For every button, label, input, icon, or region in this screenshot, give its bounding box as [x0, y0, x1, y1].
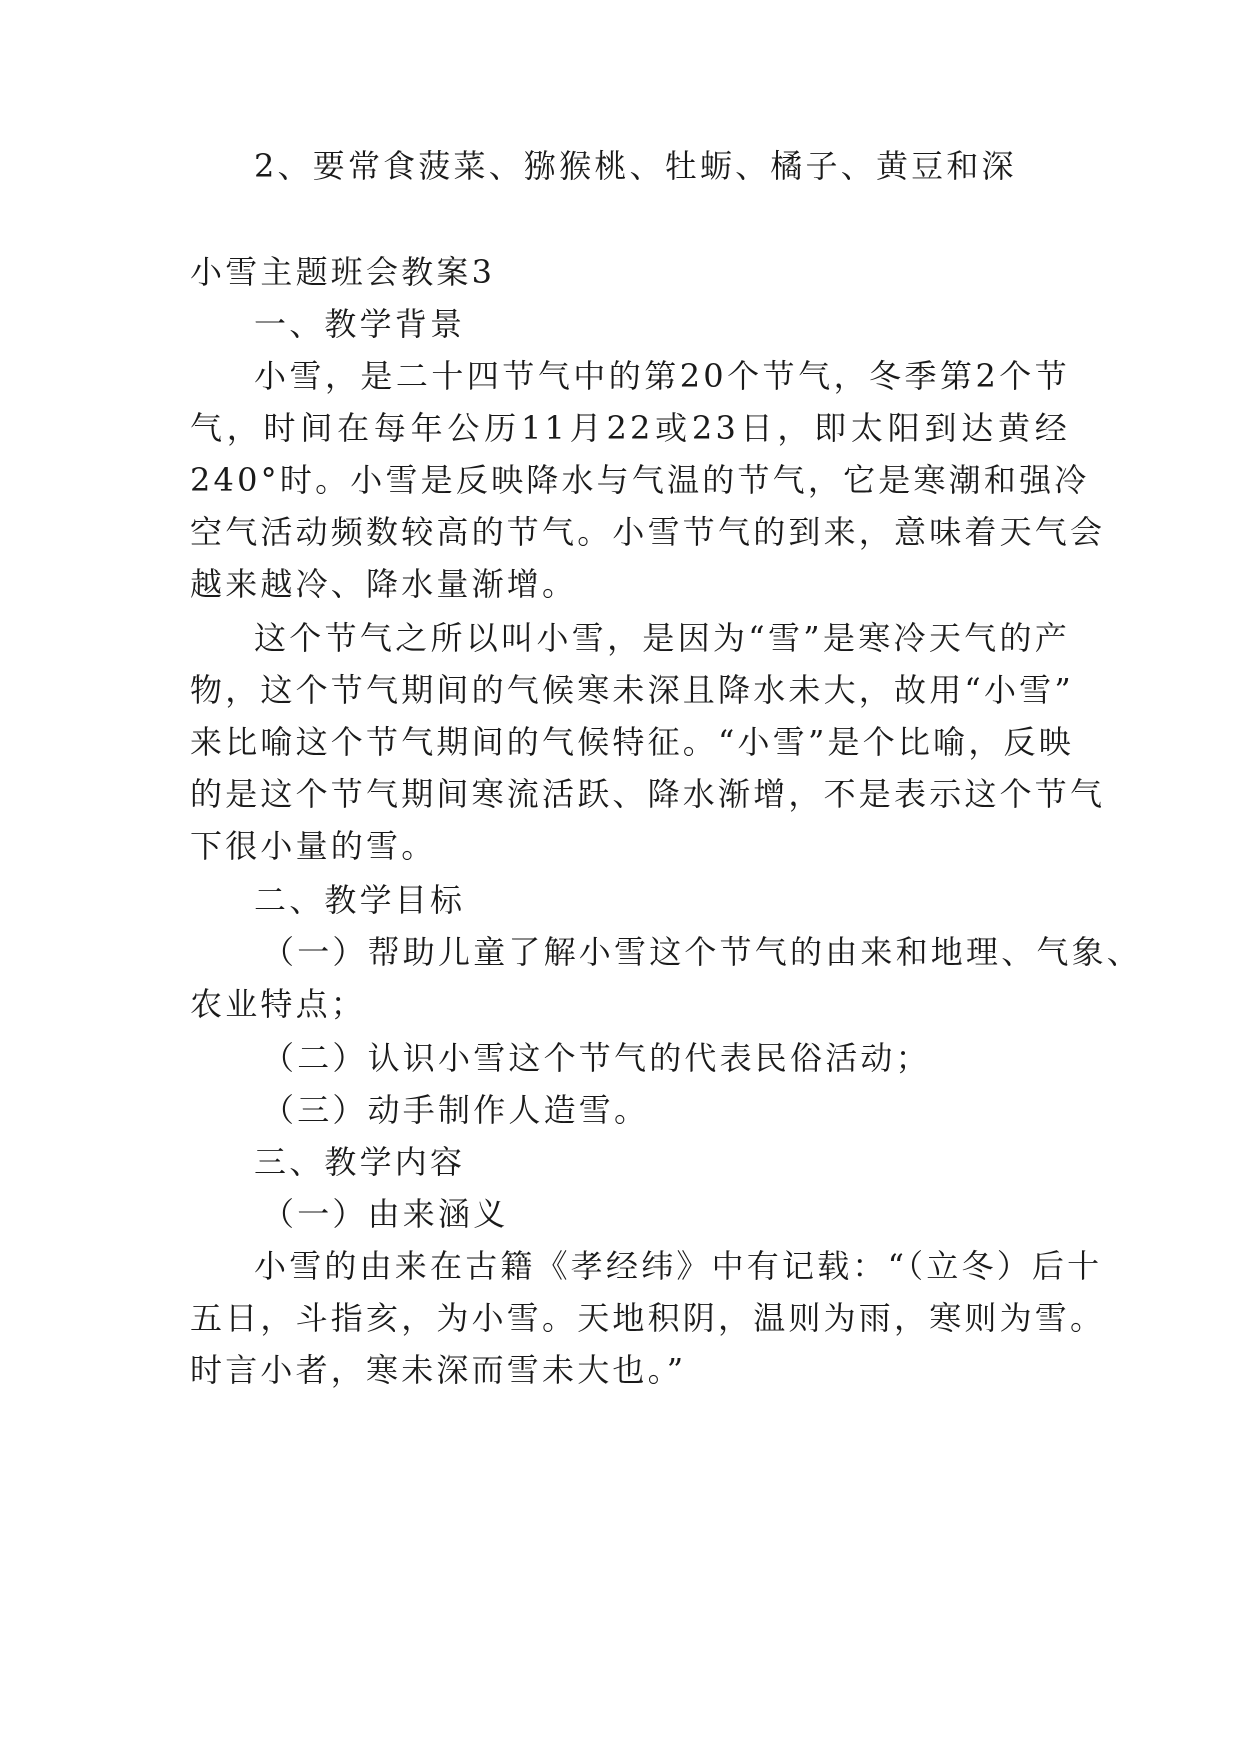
list-item: （三）动手制作人造雪。	[262, 1091, 650, 1129]
heading-content: 三、教学内容	[254, 1143, 466, 1181]
paragraph-line: 时言小者，寒未深而雪未大也。”	[190, 1351, 687, 1389]
paragraph-line: 农业特点；	[190, 985, 367, 1023]
heading-goals: 二、教学目标	[254, 881, 466, 919]
paragraph-line: 气，时间在每年公历11月22或23日，即太阳到达黄经	[190, 409, 1070, 447]
list-item: （一）帮助儿童了解小雪这个节气的由来和地理、气象、	[262, 933, 1143, 971]
paragraph-line: 下很小量的雪。	[190, 827, 437, 865]
paragraph-line: 来比喻这个节气期间的气候特征。“小雪”是个比喻，反映	[190, 723, 1074, 761]
paragraph-line: 这个节气之所以叫小雪，是因为“雪”是寒冷天气的产	[254, 619, 1070, 657]
paragraph-line: 小雪，是二十四节气中的第20个节气，冬季第2个节	[254, 357, 1070, 395]
list-item: （二）认识小雪这个节气的代表民俗活动；	[262, 1039, 931, 1077]
heading-background: 一、教学背景	[254, 305, 466, 343]
paragraph-line: 的是这个节气期间寒流活跃、降水渐增，不是表示这个节气	[190, 775, 1106, 813]
paragraph-line: 越来越冷、降水量渐增。	[190, 565, 578, 603]
paragraph-line: 空气活动频数较高的节气。小雪节气的到来，意味着天气会	[190, 513, 1106, 551]
paragraph-line: 小雪的由来在古籍《孝经纬》中有记载：“（立冬）后十	[254, 1247, 1103, 1285]
paragraph-line: 240°时。小雪是反映降水与气温的节气，它是寒潮和强冷	[190, 461, 1090, 499]
paragraph-line: 2、要常食菠菜、猕猴桃、牡蛎、橘子、黄豆和深	[254, 147, 1017, 185]
paragraph-line: 物，这个节气期间的气候寒未深且降水未大，故用“小雪”	[190, 671, 1074, 709]
section-title: 小雪主题班会教案3	[190, 253, 496, 291]
paragraph-line: 五日，斗指亥，为小雪。天地积阴，温则为雨，寒则为雪。	[190, 1299, 1106, 1337]
subheading-origin: （一）由来涵义	[262, 1195, 509, 1233]
